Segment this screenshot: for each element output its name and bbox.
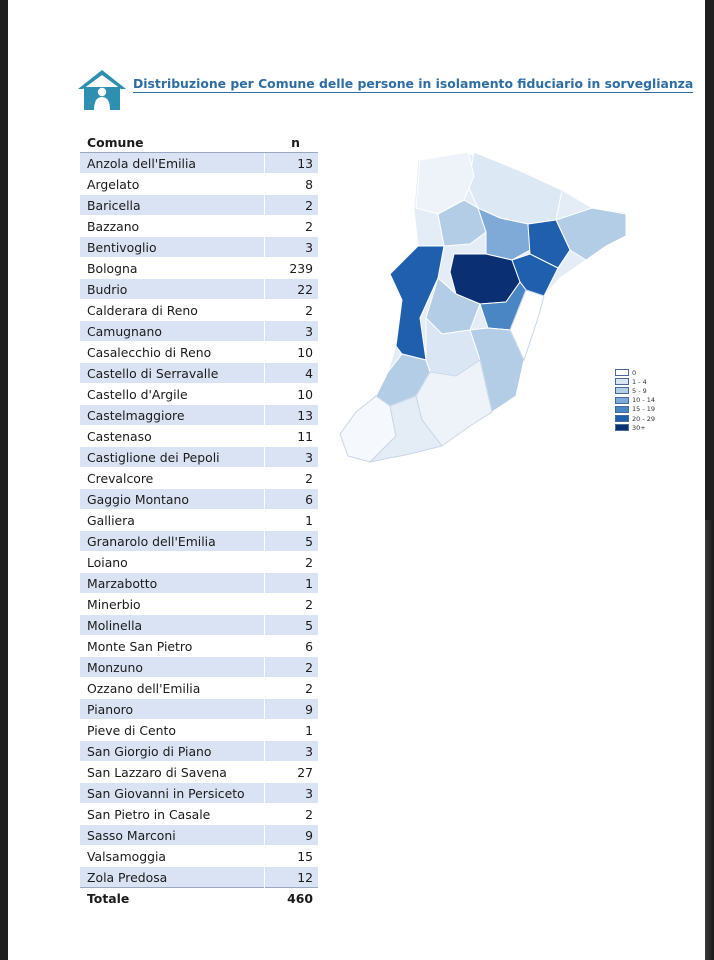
legend-item (615, 405, 655, 414)
comune-cell: San Giorgio di Piano (80, 741, 265, 762)
legend-item (615, 377, 655, 386)
comune-cell: Camugnano (80, 321, 265, 342)
comune-cell: Ozzano dell'Emilia (80, 678, 265, 699)
legend-label: 10 - 14 (632, 396, 656, 405)
count-cell: 9 (265, 699, 319, 720)
count-cell: 1 (265, 573, 319, 594)
table-row (80, 426, 318, 447)
table-row (80, 279, 318, 300)
legend-label: 20 - 29 (632, 414, 656, 423)
count-cell: 3 (265, 321, 319, 342)
map-legend (615, 368, 655, 432)
comune-cell: Castelmaggiore (80, 405, 265, 426)
count-cell: 22 (265, 279, 319, 300)
count-cell: 2 (265, 678, 319, 699)
table-row (80, 153, 318, 174)
comune-cell: Monzuno (80, 657, 265, 678)
legend-item (615, 396, 655, 405)
count-cell: 2 (265, 216, 319, 237)
table-row (80, 195, 318, 216)
count-cell: 3 (265, 237, 319, 258)
comune-cell: Argelato (80, 174, 265, 195)
count-cell: 2 (265, 195, 319, 216)
comune-cell: Valsamoggia (80, 846, 265, 867)
table-row (80, 825, 318, 846)
table-row (80, 594, 318, 615)
comune-cell: Pieve di Cento (80, 720, 265, 741)
count-cell: 6 (265, 636, 319, 657)
comune-cell: Gaggio Montano (80, 489, 265, 510)
legend-swatch (615, 406, 629, 413)
table-row (80, 846, 318, 867)
count-cell: 11 (265, 426, 319, 447)
count-cell: 1 (265, 720, 319, 741)
table-row (80, 258, 318, 279)
comune-cell: Pianoro (80, 699, 265, 720)
table-row (80, 552, 318, 573)
count-cell: 5 (265, 615, 319, 636)
comune-cell: Calderara di Reno (80, 300, 265, 321)
count-cell: 3 (265, 783, 319, 804)
table-row (80, 174, 318, 195)
count-cell: 3 (265, 447, 319, 468)
comune-cell: Casalecchio di Reno (80, 342, 265, 363)
comune-cell: Zola Predosa (80, 867, 265, 888)
comune-table (80, 132, 318, 908)
page-title: Distribuzione per Comune delle persone in isolamento fiduciario in sorveglianza (133, 76, 694, 91)
count-cell: 4 (265, 363, 319, 384)
table-row (80, 678, 318, 699)
legend-item (615, 414, 655, 423)
count-cell: 27 (265, 762, 319, 783)
count-cell: 10 (265, 342, 319, 363)
province-choropleth-map (330, 150, 635, 470)
legend-label: 1 - 4 (632, 377, 647, 386)
table-row (80, 657, 318, 678)
table-row (80, 237, 318, 258)
comune-cell: San Giovanni in Persiceto (80, 783, 265, 804)
total-value: 460 (265, 888, 319, 909)
count-cell: 10 (265, 384, 319, 405)
count-cell: 2 (265, 552, 319, 573)
count-cell: 2 (265, 300, 319, 321)
count-cell: 13 (265, 153, 319, 174)
table-row (80, 699, 318, 720)
legend-label: 15 - 19 (632, 405, 656, 414)
table-row (80, 216, 318, 237)
comune-cell: Castello d'Argile (80, 384, 265, 405)
legend-swatch (615, 415, 629, 422)
comune-cell: Baricella (80, 195, 265, 216)
comune-cell: Granarolo dell'Emilia (80, 531, 265, 552)
column-header-n: n (265, 132, 319, 153)
table-row (80, 468, 318, 489)
table-row (80, 615, 318, 636)
legend-label: 0 (632, 368, 637, 377)
total-row (80, 888, 318, 909)
legend-item (615, 423, 655, 432)
count-cell: 2 (265, 657, 319, 678)
count-cell: 5 (265, 531, 319, 552)
table-row (80, 573, 318, 594)
comune-cell: San Lazzaro di Savena (80, 762, 265, 783)
home-person-icon (74, 67, 130, 111)
legend-swatch (615, 424, 629, 431)
table-row (80, 762, 318, 783)
table-row (80, 804, 318, 825)
count-cell: 12 (265, 867, 319, 888)
table-row (80, 741, 318, 762)
table-row (80, 783, 318, 804)
count-cell: 6 (265, 489, 319, 510)
table-row (80, 531, 318, 552)
legend-swatch (615, 369, 629, 376)
legend-label: 5 - 9 (632, 386, 647, 395)
table-row (80, 510, 318, 531)
comune-cell: Castiglione dei Pepoli (80, 447, 265, 468)
table-row (80, 405, 318, 426)
comune-cell: Galliera (80, 510, 265, 531)
page-edge-shadow (705, 520, 714, 960)
table-row (80, 384, 318, 405)
comune-cell: Molinella (80, 615, 265, 636)
count-cell: 1 (265, 510, 319, 531)
count-cell: 2 (265, 594, 319, 615)
legend-label: 30+ (632, 423, 646, 432)
legend-swatch (615, 378, 629, 385)
comune-cell: Crevalcore (80, 468, 265, 489)
comune-cell: Castello di Serravalle (80, 363, 265, 384)
document-page (8, 0, 705, 960)
table-row (80, 447, 318, 468)
comune-cell: Bentivoglio (80, 237, 265, 258)
comune-cell: Anzola dell'Emilia (80, 153, 265, 174)
legend-item (615, 386, 655, 395)
comune-cell: Bologna (80, 258, 265, 279)
count-cell: 9 (265, 825, 319, 846)
comune-cell: Budrio (80, 279, 265, 300)
comune-cell: Loiano (80, 552, 265, 573)
comune-cell: Marzabotto (80, 573, 265, 594)
count-cell: 239 (265, 258, 319, 279)
comune-cell: Sasso Marconi (80, 825, 265, 846)
legend-item (615, 368, 655, 377)
count-cell: 13 (265, 405, 319, 426)
comune-cell: Monte San Pietro (80, 636, 265, 657)
column-header-comune: Comune (80, 132, 265, 153)
count-cell: 2 (265, 468, 319, 489)
table-row (80, 363, 318, 384)
count-cell: 8 (265, 174, 319, 195)
table-row (80, 300, 318, 321)
table-row (80, 636, 318, 657)
table-row (80, 489, 318, 510)
comune-cell: San Pietro in Casale (80, 804, 265, 825)
table-row (80, 867, 318, 888)
count-cell: 3 (265, 741, 319, 762)
count-cell: 15 (265, 846, 319, 867)
total-label: Totale (80, 888, 265, 909)
table-row (80, 342, 318, 363)
comune-cell: Bazzano (80, 216, 265, 237)
comune-cell: Castenaso (80, 426, 265, 447)
table-row (80, 720, 318, 741)
legend-swatch (615, 387, 629, 394)
count-cell: 2 (265, 804, 319, 825)
comune-cell: Minerbio (80, 594, 265, 615)
table-header-row (80, 132, 318, 153)
legend-swatch (615, 397, 629, 404)
table-row (80, 321, 318, 342)
